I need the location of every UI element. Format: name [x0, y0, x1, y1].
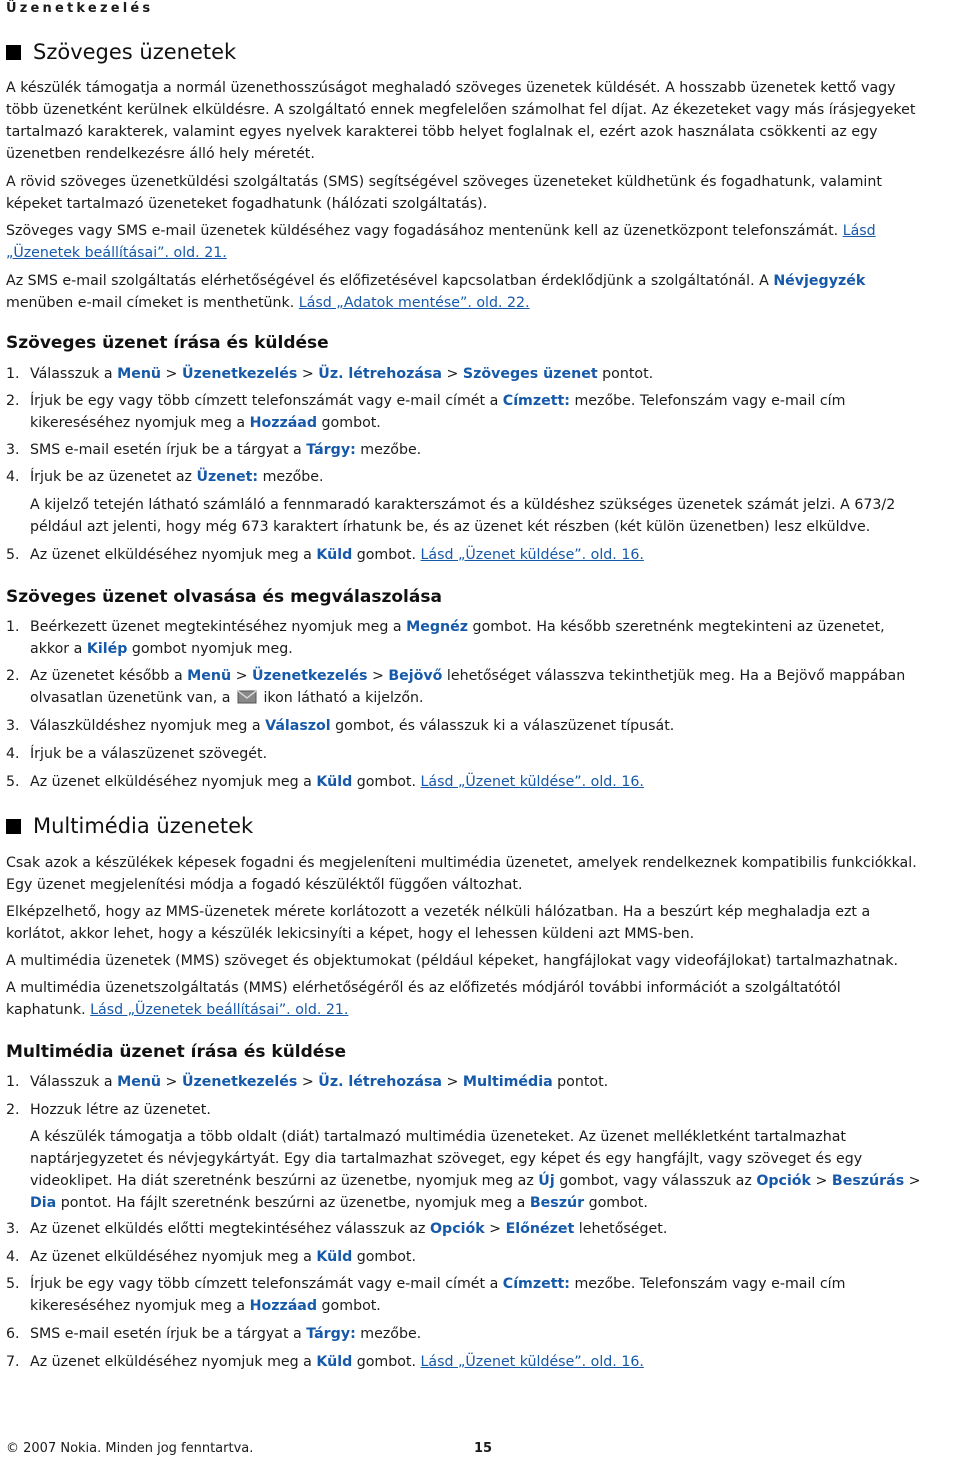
button-term: Hozzáad: [249, 1298, 318, 1314]
list-number: 2.: [6, 668, 20, 684]
list-number: 5.: [6, 774, 20, 790]
button-term: Válaszol: [265, 718, 331, 734]
text-line: menüben e-mail címeket is menthetünk.: [6, 295, 295, 311]
list-item: 2. Írjuk be egy vagy több címzett telefonszámát vagy e-mail címét a Címzett: mezőbe. Telefonszám vagy e-mail cím kikereséséhez nyomjuk meg a Hozzáad gombot.: [6, 390, 956, 434]
list-item-note: A készülék támogatja a több oldalt (diát) tartalmazó multimédia üzeneteket. Az üzenet mellékletként tartalmazhat naptárjegyzetet és névjegykártyát. Egy dia tartalmazhat szöveget, egy képet és egy hangfájlt, vagy szöveget és egy videoklipet. Ha diát szeretnénk beszúrni az üzenetbe, nyomjuk meg az Új gombot, vagy válasszuk az Opciók > Beszúrás > Dia pontot. Ha fájlt szeretnénk beszúrni az üzenetbe, nyomjuk meg a Beszúr gombot.: [30, 1129, 921, 1211]
running-header: Üzenetkezelés: [6, 1, 154, 16]
list-item: 2. Hozzuk létre az üzenetet.: [6, 1099, 956, 1121]
menu-term: Menü: [187, 668, 232, 684]
subsection-title: Szöveges üzenet írása és küldése: [6, 333, 329, 353]
link-uzenet-kuldese[interactable]: Lásd „Üzenet küldése”. old. 16.: [420, 1354, 644, 1370]
section-title-text: Szöveges üzenetek: [33, 40, 237, 64]
paragraph: [6, 270, 956, 314]
list-item: 3. Válaszküldéshez nyomjuk meg a Válaszol gombot, és válasszuk ki a válaszüzenet típusát.: [6, 715, 956, 737]
list-item: 4. Az üzenet elküldéséhez nyomjuk meg a Küld gombot.: [6, 1246, 956, 1268]
menu-term: Opciók: [756, 1173, 811, 1189]
list-number: 4.: [6, 746, 20, 762]
menu-term: Bejövő: [388, 668, 443, 684]
section-title-szoveges: [6, 40, 236, 64]
text-line: tartalmazó karakterek, valamint egyes nyelvek karakterei több helyet foglalnak el, ezért azok használata csökkenti az egy: [6, 124, 878, 140]
button-term: Hozzáad: [249, 415, 318, 431]
footer-copyright: © 2007 Nokia. Minden jog fenntartva.: [6, 1441, 254, 1456]
menu-term: Menü: [117, 1074, 162, 1090]
menu-term: Multimédia: [462, 1074, 553, 1090]
list-number: 3.: [6, 1221, 20, 1237]
list-item-note: A kijelző tetején látható számláló a fennmaradó karakterszámot és a küldéshez szükséges üzenetek számát jelzi. A 673/2 például azt jelenti, hogy még 673 karaktert írhatunk be, és az üzenet két részben (két külön üzenetben) lesz elküldve.: [30, 497, 896, 535]
list-number: 1.: [6, 1074, 20, 1090]
button-term: Új: [538, 1173, 555, 1189]
text-line: Egy üzenet megjelenítési módja a fogadó készüléktől függően változhat.: [6, 877, 523, 893]
list-number: 3.: [6, 442, 20, 458]
button-term: Küld: [316, 547, 353, 563]
list-number: 5.: [6, 1276, 20, 1292]
text-line: Elképzelhető, hogy az MMS-üzenetek mérete korlátozott a vezeték nélküli hálózatban. Ha a beszúrt kép meghaladja ezt a: [6, 904, 871, 920]
paragraph: [6, 977, 956, 1021]
list-number: 2.: [6, 1102, 20, 1118]
list-number: 7.: [6, 1354, 20, 1370]
envelope-icon: [237, 690, 257, 704]
section-title-multimedia: [6, 814, 253, 838]
text-line: képeket tartalmazó üzeneteket fogadhatunk (hálózati szolgáltatás).: [6, 196, 488, 212]
menu-term: Opciók: [429, 1221, 485, 1237]
list-item: 5. Írjuk be egy vagy több címzett telefonszámát vagy e-mail címét a Címzett: mezőbe. Telefonszám vagy e-mail cím kikereséséhez nyomjuk meg a Hozzáad gombot.: [6, 1273, 956, 1317]
text-line: kaphatunk.: [6, 1002, 91, 1018]
field-term: Tárgy:: [306, 1326, 356, 1342]
menu-term: Menü: [117, 366, 162, 382]
list-item: 2. Az üzenetet később a Menü > Üzenetkezelés > Bejövő lehetőséget válasszva tekinthetjük meg. Ha a Bejövő mappában olvasatlan üzenetünk van, a ikon látható a kijelzőn.: [6, 665, 956, 709]
text-line: több üzenetként kerülnek elküldésre. A szolgáltató ennek megfelelően számolhat fel díjat. Az ékezeteket vagy más írásjegyeket: [6, 102, 916, 118]
link-uzenetek-beallitasai[interactable]: Lásd „Üzenetek beállításai”. old. 21.: [90, 1002, 349, 1018]
menu-term: Névjegyzék: [773, 273, 866, 289]
menu-term: Üz. létrehozása: [318, 1074, 442, 1090]
text-line: A multimédia üzenetek (MMS) szöveget és objektumokat (például képeket, hangfájlokat vagy videofájlokat) tartalmazhatnak.: [6, 953, 898, 969]
text-line: A multimédia üzenetszolgáltatás (MMS) elérhetőségéről és az előfizetés módjáról további információt a szolgáltatótól: [6, 980, 841, 996]
list-number: 1.: [6, 366, 20, 382]
field-term: Tárgy:: [306, 442, 356, 458]
link-uzenet-kuldese[interactable]: Lásd „Üzenet küldése”. old. 16.: [420, 547, 644, 563]
text-line: korlátot, akkor lehet, hogy a készülék lekicsinyíti a képet, hogy el lehessen küldeni azt MMS-ben.: [6, 926, 695, 942]
menu-term: Üzenetkezelés: [181, 1074, 298, 1090]
button-term: Küld: [316, 774, 353, 790]
page-number: 15: [474, 1441, 493, 1456]
field-term: Címzett:: [502, 1276, 570, 1292]
list-item: 4. Írjuk be az üzenetet az Üzenet: mezőbe.: [6, 466, 956, 488]
paragraph: [6, 220, 956, 264]
paragraph: [6, 950, 956, 972]
list-number: 4.: [6, 1249, 20, 1265]
text-line: Az SMS e-mail szolgáltatás elérhetőségével és előfizetésével kapcsolatban érdeklődjünk a szolgáltatónál. A: [6, 273, 769, 289]
paragraph: [6, 901, 956, 945]
section-title-text: Multimédia üzenetek: [33, 814, 254, 838]
section-marker-icon: [6, 45, 21, 60]
subsection-title: Szöveges üzenet olvasása és megválaszolása: [6, 587, 442, 607]
text-line: Csak azok a készülékek képesek fogadni és megjeleníteni multimédia üzenetet, amelyek rendelkeznek kompatibilis funkciókkal.: [6, 855, 917, 871]
list-number: 1.: [6, 619, 20, 635]
button-term: Kilép: [86, 641, 128, 657]
list-item: 6. SMS e-mail esetén írjuk be a tárgyat a Tárgy: mezőbe.: [6, 1323, 956, 1345]
text-line: A rövid szöveges üzenetküldési szolgáltatás (SMS) segítségével szöveges üzeneteket küldhetünk és fogadhatunk, valamint: [6, 174, 882, 190]
list-item: 4. Írjuk be a válaszüzenet szövegét.: [6, 743, 956, 765]
list-item: 1. Válasszuk a Menü > Üzenetkezelés > Üz. létrehozása > Szöveges üzenet pontot.: [6, 363, 956, 385]
list-number: 5.: [6, 547, 20, 563]
list-item: 3. SMS e-mail esetén írjuk be a tárgyat a Tárgy: mezőbe.: [6, 439, 956, 461]
link-uzenet-kuldese[interactable]: Lásd „Üzenet küldése”. old. 16.: [420, 774, 644, 790]
list-item: 1. Válasszuk a Menü > Üzenetkezelés > Üz. létrehozása > Multimédia pontot.: [6, 1071, 956, 1093]
list-item: 1. Beérkezett üzenet megtekintéséhez nyomjuk meg a Megnéz gombot. Ha később szeretnénk megtekinteni az üzenetet, akkor a Kilép gombot nyomjuk meg.: [6, 616, 956, 660]
button-term: Küld: [316, 1354, 353, 1370]
field-term: Címzett:: [502, 393, 570, 409]
paragraph: [6, 852, 956, 896]
button-term: Megnéz: [406, 619, 469, 635]
button-term: Beszúr: [529, 1195, 585, 1211]
list-number: 6.: [6, 1326, 20, 1342]
menu-term: Üz. létrehozása: [318, 366, 442, 382]
link-uzenetek-beallitasai[interactable]: „Üzenetek beállításai”. old. 21.: [6, 245, 227, 261]
text-line: A készülék támogatja a normál üzenethosszúságot meghaladó szöveges üzenetek küldését. A hosszabb üzenetek kettő vagy: [6, 80, 896, 96]
link-uzenetek-beallitasai[interactable]: Lásd: [842, 223, 876, 239]
subsection-title: Multimédia üzenet írása és küldése: [6, 1042, 346, 1062]
button-term: Küld: [316, 1249, 353, 1265]
field-term: Üzenet:: [196, 469, 259, 485]
list-number: 4.: [6, 469, 20, 485]
paragraph: [6, 77, 956, 165]
menu-term: Üzenetkezelés: [252, 668, 368, 684]
paragraph: [6, 171, 956, 215]
menu-term: Beszúrás: [831, 1173, 905, 1189]
menu-term: Szöveges üzenet: [462, 366, 598, 382]
list-number: 2.: [6, 393, 20, 409]
list-item: 5. Az üzenet elküldéséhez nyomjuk meg a Küld gombot. Lásd „Üzenet küldése”. old. 16.: [6, 544, 956, 566]
text-line: Szöveges vagy SMS e-mail üzenetek küldéséhez vagy fogadásához mentenünk kell az üzenetközpont telefonszámát.: [6, 223, 839, 239]
section-marker-icon: [6, 819, 21, 834]
list-item: 3. Az üzenet elküldés előtti megtekintéséhez válasszuk az Opciók > Előnézet lehetőséget.: [6, 1218, 956, 1240]
menu-term: Előnézet: [505, 1221, 575, 1237]
menu-term: Üzenetkezelés: [181, 366, 298, 382]
list-number: 3.: [6, 718, 20, 734]
text-line: üzenetben rendelkezésre álló hely méretét.: [6, 146, 315, 162]
menu-term: Dia: [30, 1195, 57, 1211]
link-adatok-mentese[interactable]: Lásd „Adatok mentése”. old. 22.: [298, 295, 530, 311]
list-item: 7. Az üzenet elküldéséhez nyomjuk meg a Küld gombot. Lásd „Üzenet küldése”. old. 16.: [6, 1351, 956, 1373]
list-item: 5. Az üzenet elküldéséhez nyomjuk meg a Küld gombot. Lásd „Üzenet küldése”. old. 16.: [6, 771, 956, 793]
